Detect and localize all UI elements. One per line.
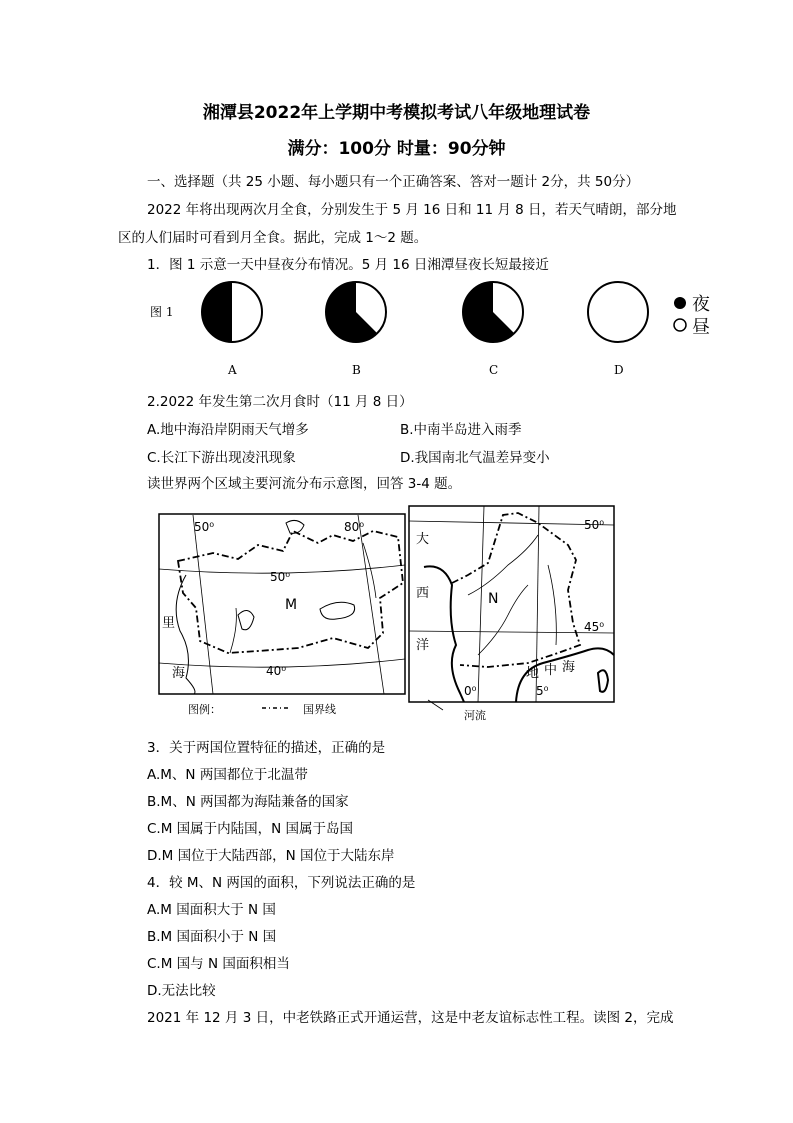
q4-option-a: A.M 国面积大于 N 国 — [147, 902, 276, 918]
option-label-c: C — [489, 363, 499, 377]
q3-option-d: D.M 国位于大陆西部，N 国位于大陆东岸 — [147, 848, 395, 864]
svg-text:夜: 夜 — [692, 294, 710, 315]
m-lat-50: 50⁰ — [270, 570, 291, 584]
q2-option-d: D.我国南北气温差异变小 — [400, 450, 550, 466]
n-sea-char-2: 中 — [544, 663, 558, 678]
option-circle-b — [326, 282, 386, 377]
legend-night — [674, 294, 710, 315]
option-label-a: A — [228, 363, 237, 377]
legend-day — [674, 317, 710, 338]
n-sea-char-1: 地 — [526, 666, 540, 681]
question-4: 4．较 M、N 两国的面积，下列说法正确的是 — [147, 875, 416, 891]
n-ocean-char-1: 大 — [416, 532, 430, 547]
q3-option-b: B.M、N 两国都为海陆兼备的国家 — [147, 794, 349, 810]
m-country-label: M — [285, 597, 298, 613]
option-circle-c — [463, 282, 523, 377]
section-heading: 一、选择题（共 25 小题、每小题只有一个正确答案、答对一题计 2分，共 50分） — [147, 174, 640, 190]
m-lon-50: 50⁰ — [194, 520, 215, 534]
exam-title: 湘潭县2022年上学期中考模拟考试八年级地理试卷 — [202, 103, 591, 123]
n-lat-50: 50⁰ — [584, 518, 605, 532]
n-ocean-char-2: 西 — [416, 586, 430, 601]
m-lat-40: 40⁰ — [266, 664, 287, 678]
night-sector — [202, 282, 232, 342]
n-sea-char-3: 海 — [562, 660, 576, 675]
legend-river-label: 河流 — [464, 709, 486, 722]
q2-option-b: B.中南半岛进入雨季 — [400, 422, 522, 438]
n-country-label: N — [488, 591, 499, 607]
intro-maps: 读世界两个区域主要河流分布示意图，回答 3-4 题。 — [147, 476, 462, 492]
question-3: 3．关于两国位置特征的描述，正确的是 — [147, 740, 386, 756]
map-country-n — [408, 505, 620, 725]
intro-line-1: 2022 年将出现两次月全食，分别发生于 5 月 16 日和 11 月 8 日，若天气晴朗，部分地 — [147, 202, 677, 218]
q3-option-a: A.M、N 两国都位于北温带 — [147, 767, 308, 783]
question-1: 1．图 1 示意一天中昼夜分布情况。5 月 16 日湘潭昼夜长短最接近 — [147, 257, 549, 273]
option-label-b: B — [352, 363, 361, 377]
question-5-intro: 2021 年 12 月 3 日，中老铁路正式开通运营，这是中老友谊标志性工程。读图 2，完成 — [147, 1010, 674, 1026]
option-circle-d — [588, 282, 648, 377]
n-lon-5: 5⁰ — [536, 684, 549, 698]
n-ocean-char-3: 洋 — [416, 638, 430, 653]
q2-option-a: A.地中海沿岸阴雨天气增多 — [147, 422, 309, 438]
svg-text:昼: 昼 — [692, 317, 710, 338]
legend-title: 图例： — [188, 703, 221, 716]
q3-option-c: C.M 国属于内陆国，N 国属于岛国 — [147, 821, 354, 837]
exam-subtitle: 满分：100分 时量：90分钟 — [287, 139, 506, 159]
q4-option-d: D.无法比较 — [147, 983, 216, 999]
n-lon-0: 0⁰ — [464, 684, 477, 698]
m-sea-char-1: 里 — [162, 616, 176, 631]
legend-border-label: 国界线 — [303, 703, 336, 716]
figure-1-day-night — [140, 278, 730, 380]
n-lat-45: 45⁰ — [584, 620, 605, 634]
option-label-d: D — [614, 363, 624, 377]
question-2: 2.2022 年发生第二次月食时（11 月 8 日） — [147, 394, 413, 410]
map-country-m — [158, 513, 408, 723]
intro-line-2: 区的人们届时可看到月全食。据此，完成 1～2 题。 — [118, 230, 428, 246]
option-circle-a — [202, 282, 262, 377]
q4-option-c: C.M 国与 N 国面积相当 — [147, 956, 290, 972]
q4-option-b: B.M 国面积小于 N 国 — [147, 929, 277, 945]
m-lon-80: 80⁰ — [344, 520, 365, 534]
m-sea-char-2: 海 — [172, 666, 186, 681]
q2-option-c: C.长江下游出现凌汛现象 — [147, 450, 296, 466]
figure-1-label: 图 1 — [150, 305, 174, 319]
